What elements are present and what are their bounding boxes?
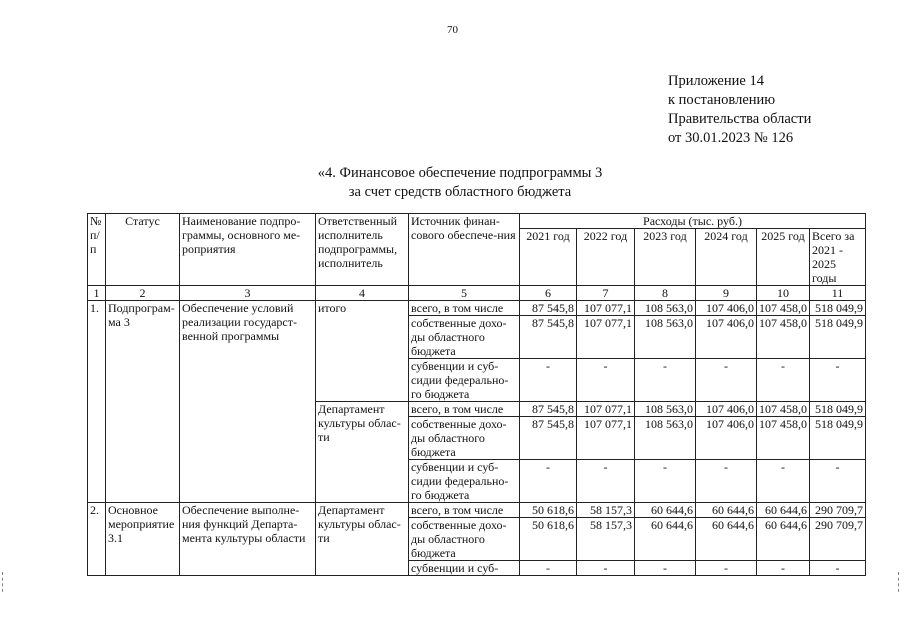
row-amount: 50 618,6	[520, 518, 577, 561]
scan-edge-mark	[898, 572, 901, 592]
header-num: № п/п	[88, 214, 106, 286]
column-index: 6	[520, 286, 577, 301]
row-amount: 107 077,1	[577, 301, 635, 316]
row-amount: 107 406,0	[696, 402, 757, 417]
appendix-line: от 30.01.2023 № 126	[668, 130, 794, 146]
header-total: Всего за 2021 - 2025 годы	[810, 229, 866, 286]
row-amount: -	[757, 561, 810, 576]
appendix-line: к постановлению	[668, 92, 776, 108]
row-amount: 60 644,6	[635, 503, 696, 518]
row-amount: 108 563,0	[635, 316, 696, 359]
row-amount: 290 709,7	[810, 503, 866, 518]
row-amount: 87 545,8	[520, 402, 577, 417]
header-status: Статус	[106, 214, 180, 286]
header-year: 2024 год	[696, 229, 757, 286]
row-status: Основное мероприятие 3.1	[106, 503, 180, 576]
row-amount: 107 406,0	[696, 316, 757, 359]
row-amount: 58 157,3	[577, 503, 635, 518]
row-amount: -	[696, 460, 757, 503]
column-index: 7	[577, 286, 635, 301]
row-amount: -	[520, 561, 577, 576]
row-amount: 60 644,6	[757, 518, 810, 561]
row-amount: -	[635, 359, 696, 402]
row-amount: 107 458,0	[757, 417, 810, 460]
heading-line: за счет средств областного бюджета	[348, 184, 572, 200]
appendix-block	[668, 72, 811, 148]
row-executor: Департамент культуры облас-ти	[316, 503, 409, 576]
row-number: 2.	[88, 503, 106, 576]
row-amount: 60 644,6	[696, 518, 757, 561]
row-amount: 60 644,6	[635, 518, 696, 561]
column-index: 3	[180, 286, 316, 301]
row-amount: -	[696, 561, 757, 576]
column-index: 1	[88, 286, 106, 301]
row-amount: 87 545,8	[520, 301, 577, 316]
row-executor: итого	[316, 301, 409, 402]
header-year: 2021 год	[520, 229, 577, 286]
financing-table	[87, 213, 866, 576]
row-amount: 108 563,0	[635, 402, 696, 417]
header-executor: Ответственный исполнитель подпрограммы, исполнитель	[316, 214, 409, 286]
column-index: 10	[757, 286, 810, 301]
row-amount: 107 077,1	[577, 402, 635, 417]
heading-line: «4. Финансовое обеспечение подпрограммы 3	[317, 165, 603, 181]
column-index: 2	[106, 286, 180, 301]
header-row	[88, 214, 866, 229]
row-amount: -	[810, 359, 866, 402]
appendix-line: Приложение 14	[668, 73, 764, 89]
row-funding-source: собственные дохо-ды областного бюджета	[409, 316, 520, 359]
row-amount: 107 406,0	[696, 301, 757, 316]
row-amount: 518 049,9	[810, 402, 866, 417]
header-year: 2025 год	[757, 229, 810, 286]
table-row	[88, 301, 866, 316]
row-number: 1.	[88, 301, 106, 503]
row-amount: 87 545,8	[520, 417, 577, 460]
row-amount: -	[520, 359, 577, 402]
row-amount: 290 709,7	[810, 518, 866, 561]
row-amount: 107 458,0	[757, 402, 810, 417]
row-amount: 58 157,3	[577, 518, 635, 561]
header-year: 2022 год	[577, 229, 635, 286]
row-executor: Департамент культуры облас-ти	[316, 402, 409, 503]
row-amount: -	[757, 460, 810, 503]
row-funding-source: всего, в том числе	[409, 503, 520, 518]
row-funding-source: всего, в том числе	[409, 402, 520, 417]
row-amount: 107 077,1	[577, 316, 635, 359]
row-amount: -	[810, 561, 866, 576]
row-funding-source: субвенции и суб-сидии федерально-го бюджета	[409, 359, 520, 402]
row-program-name: Обеспечение выполне-ния функций Департа-мента культуры области	[180, 503, 316, 576]
column-index: 11	[810, 286, 866, 301]
appendix-line: Правительства области	[668, 111, 812, 127]
row-amount: 107 406,0	[696, 417, 757, 460]
row-program-name: Обеспечение условий реализации государст-венной программы	[180, 301, 316, 503]
row-amount: -	[757, 359, 810, 402]
row-amount: 87 545,8	[520, 316, 577, 359]
header-expenses: Расходы (тыс. руб.)	[520, 214, 866, 229]
row-amount: -	[696, 359, 757, 402]
row-amount: -	[520, 460, 577, 503]
row-amount: 518 049,9	[810, 316, 866, 359]
row-funding-source: собственные дохо-ды областного бюджета	[409, 518, 520, 561]
row-funding-source: субвенции и суб-	[409, 561, 520, 576]
header-source: Источник финан-сового обеспече-ния	[409, 214, 520, 286]
row-amount: -	[635, 460, 696, 503]
column-index: 4	[316, 286, 409, 301]
page-number: 70	[447, 24, 458, 36]
document-heading	[210, 164, 710, 202]
column-index: 5	[409, 286, 520, 301]
row-amount: -	[577, 359, 635, 402]
row-amount: -	[635, 561, 696, 576]
row-funding-source: субвенции и суб-сидии федерально-го бюджета	[409, 460, 520, 503]
row-funding-source: собственные дохо-ды областного бюджета	[409, 417, 520, 460]
row-amount: 50 618,6	[520, 503, 577, 518]
row-funding-source: всего, в том числе	[409, 301, 520, 316]
row-amount: -	[577, 561, 635, 576]
row-amount: 108 563,0	[635, 417, 696, 460]
row-amount: 60 644,6	[757, 503, 810, 518]
row-amount: 107 458,0	[757, 301, 810, 316]
column-index: 9	[696, 286, 757, 301]
row-amount: 108 563,0	[635, 301, 696, 316]
row-amount: 107 077,1	[577, 417, 635, 460]
scan-edge-mark	[2, 572, 5, 592]
row-status: Подпрограм-ма 3	[106, 301, 180, 503]
row-amount: 518 049,9	[810, 417, 866, 460]
table-row	[88, 503, 866, 518]
row-amount: 518 049,9	[810, 301, 866, 316]
header-year: 2023 год	[635, 229, 696, 286]
row-amount: 60 644,6	[696, 503, 757, 518]
column-index-row	[88, 286, 866, 301]
row-amount: 107 458,0	[757, 316, 810, 359]
header-name: Наименование подпро-граммы, основного ме-роприятия	[180, 214, 316, 286]
column-index: 8	[635, 286, 696, 301]
row-amount: -	[810, 460, 866, 503]
row-amount: -	[577, 460, 635, 503]
